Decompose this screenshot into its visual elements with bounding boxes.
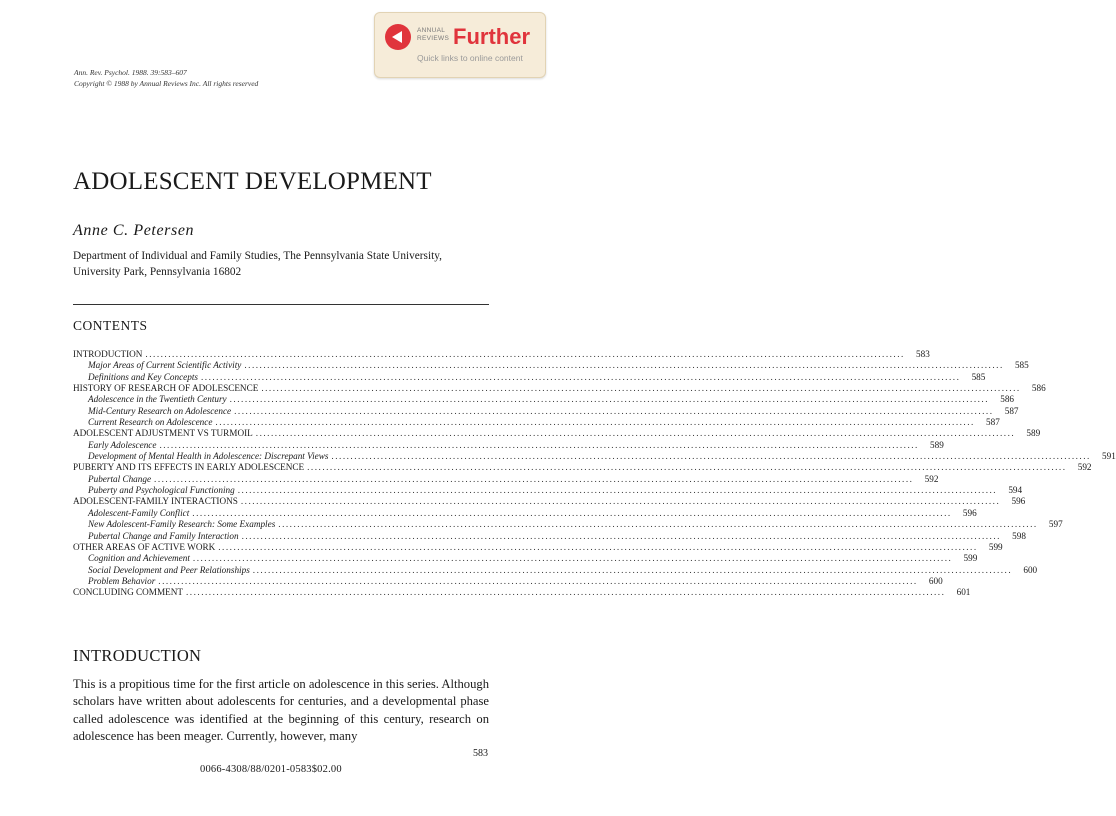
toc-leader-dots: ........................................................................................................................................................................................................ [192,507,952,518]
toc-entry-label: Early Adolescence [88,439,157,450]
toc-leader-dots: ........................................................................................................................................................................................................ [154,473,914,484]
toc-leader-dots: ........................................................................................................................................................................................................ [145,349,905,359]
toc-leader-dots: ........................................................................................................................................................................................................ [218,541,978,552]
toc-leader-dots: ........................................................................................................................................................................................................ [186,587,946,598]
toc-leader-dots: ........................................................................................................................................................................................................ [215,417,975,428]
citation-line-2: Copyright © 1988 by Annual Reviews Inc. All rights reserved [74,79,259,88]
toc-entry-page: 597 [1048,519,1063,530]
toc-leader-dots: ........................................................................................................................................................................................................ [229,394,989,405]
toc-entry[interactable] [73,587,971,598]
author-affiliation: Department of Individual and Family Studies, The Pennsylvania State University, University Park, Pennsylvania 16802 [73,250,442,278]
toc-entry-page: 599 [963,553,978,564]
toc-entry-page: 585 [971,371,986,382]
toc-entry-page: 586 [1031,383,1046,394]
toc-entry-page: 596 [1011,496,1026,507]
toc-entry-page: 600 [1023,564,1038,575]
toc-entry-page: 587 [986,417,1000,428]
toc-leader-dots: ........................................................................................................................................................................................................ [237,485,998,496]
toc-entry-label: HISTORY OF RESEARCH OF ADOLESCENCE [73,383,259,394]
toc-entry-page: 589 [930,439,944,450]
toc-entry[interactable] [73,485,1023,496]
toc-entry[interactable] [73,451,1116,462]
toc-entry-label: Pubertal Change [88,473,152,484]
article-code: 0066-4308/88/0201-0583$02.00 [200,764,342,775]
toc-leader-dots: ........................................................................................................................................................................................................ [240,496,1001,507]
toc-entry-label: Pubertal Change and Family Interaction [88,530,239,541]
toc-entry-label: ADOLESCENT ADJUSTMENT VS TURMOIL [73,428,253,439]
toc-entry[interactable] [73,530,1026,542]
citation-line-1: Ann. Rev. Psychol. 1988. 39:583–607 [74,68,187,77]
toc-entry-label: INTRODUCTION [73,349,143,359]
toc-entry-page: 601 [956,587,971,598]
toc-entry-label: Adolescence in the Twentieth Century [88,394,227,405]
toc-entry-label: Mid-Century Research on Adolescence [88,405,232,416]
toc-entry-page: 598 [1012,530,1026,541]
toc-entry[interactable] [73,383,1046,394]
toc-entry[interactable] [73,360,1029,371]
toc-entry[interactable] [73,405,1019,417]
toc-leader-dots: ........................................................................................................................................................................................................ [241,530,1001,541]
toc-leader-dots: ........................................................................................................................................................................................................ [331,451,1091,462]
play-back-icon [385,24,411,50]
toc-entry-label: ADOLESCENT-FAMILY INTERACTIONS [73,496,238,507]
toc-leader-dots: ........................................................................................................................................................................................................ [255,428,1016,439]
toc-entry-label: PUBERTY AND ITS EFFECTS IN EARLY ADOLESCENCE [73,462,305,473]
contents-heading: CONTENTS [73,318,148,333]
section-divider [73,304,489,305]
toc-entry-label: OTHER AREAS OF ACTIVE WORK [73,541,216,552]
toc-entry-label: Definitions and Key Concepts [88,371,198,382]
page-number: 583 [473,748,488,759]
toc-entry-page: 585 [1014,360,1029,371]
article-author: Anne C. Petersen [73,222,195,239]
toc-entry-page: 589 [1026,428,1041,439]
toc-entry[interactable] [73,496,1026,507]
badge-reviews-label: REVIEWS [417,35,450,42]
toc-entry-label: Cognition and Achievement [88,553,190,564]
badge-further-word: Further [453,24,530,49]
introduction-paragraph: This is a propitious time for the first article on adolescence in this series. Although scholars have written about adolescents for centuries, and a developmental phase called adolescence was identified at the beginning of this century, research on adolescence has been meager. Currently, however, many [73,677,489,743]
toc-entry-label: Problem Behavior [88,575,156,586]
toc-entry[interactable] [73,507,977,519]
toc-entry[interactable] [73,564,1038,576]
toc-leader-dots: ........................................................................................................................................................................................................ [234,405,994,416]
table-of-contents [73,349,1116,599]
toc-entry[interactable] [73,439,944,451]
toc-entry-page: 596 [962,507,977,518]
toc-entry-label: Puberty and Psychological Functioning [88,485,235,496]
toc-entry-page: 592 [924,473,939,484]
toc-entry-page: 599 [988,541,1003,552]
toc-entry[interactable] [73,394,1014,405]
badge-annual-label: ANNUAL [417,27,446,34]
toc-entry[interactable] [73,553,978,564]
toc-entry-label: CONCLUDING COMMENT [73,587,183,598]
toc-entry-page: 587 [1004,405,1019,416]
toc-entry-page: 586 [1000,394,1014,405]
toc-entry[interactable] [73,541,1003,553]
toc-entry-label: New Adolescent-Family Research: Some Examples [88,519,276,530]
further-badge[interactable] [374,12,546,78]
toc-leader-dots: ........................................................................................................................................................................................................ [278,519,1038,530]
toc-entry-page: 591 [1102,451,1116,462]
toc-entry[interactable] [73,462,1092,473]
toc-entry-label: Adolescent-Family Conflict [88,507,190,518]
introduction-heading: INTRODUCTION [73,646,202,665]
toc-entry-page: 583 [916,349,930,359]
badge-subtitle: Quick links to online content [417,53,523,63]
toc-entry-page: 594 [1008,485,1023,496]
toc-leader-dots: ........................................................................................................................................................................................................ [244,360,1004,371]
article-title: ADOLESCENT DEVELOPMENT [73,168,432,195]
toc-entry[interactable] [73,417,1000,428]
toc-entry-label: Current Research on Adolescence [88,417,213,428]
toc-leader-dots: ........................................................................................................................................................................................................ [252,564,1013,575]
toc-entry[interactable] [73,349,930,360]
toc-entry[interactable] [73,428,1041,439]
toc-leader-dots: ........................................................................................................................................................................................................ [200,371,961,382]
toc-entry[interactable] [73,575,943,587]
toc-entry[interactable] [73,473,939,485]
toc-leader-dots: ........................................................................................................................................................................................................ [307,462,1067,473]
toc-entry-page: 600 [928,575,943,586]
toc-entry-label: Development of Mental Health in Adolescence: Discrepant Views [88,451,329,462]
toc-entry[interactable] [73,519,1063,530]
toc-leader-dots: ........................................................................................................................................................................................................ [158,575,918,586]
toc-leader-dots: ........................................................................................................................................................................................................ [261,383,1021,394]
toc-entry[interactable] [73,371,986,383]
toc-leader-dots: ........................................................................................................................................................................................................ [159,439,919,450]
toc-leader-dots: ........................................................................................................................................................................................................ [192,553,953,564]
toc-entry-label: Major Areas of Current Scientific Activity [88,360,242,371]
toc-entry-label: Social Development and Peer Relationships [88,564,250,575]
toc-entry-page: 592 [1077,462,1092,473]
